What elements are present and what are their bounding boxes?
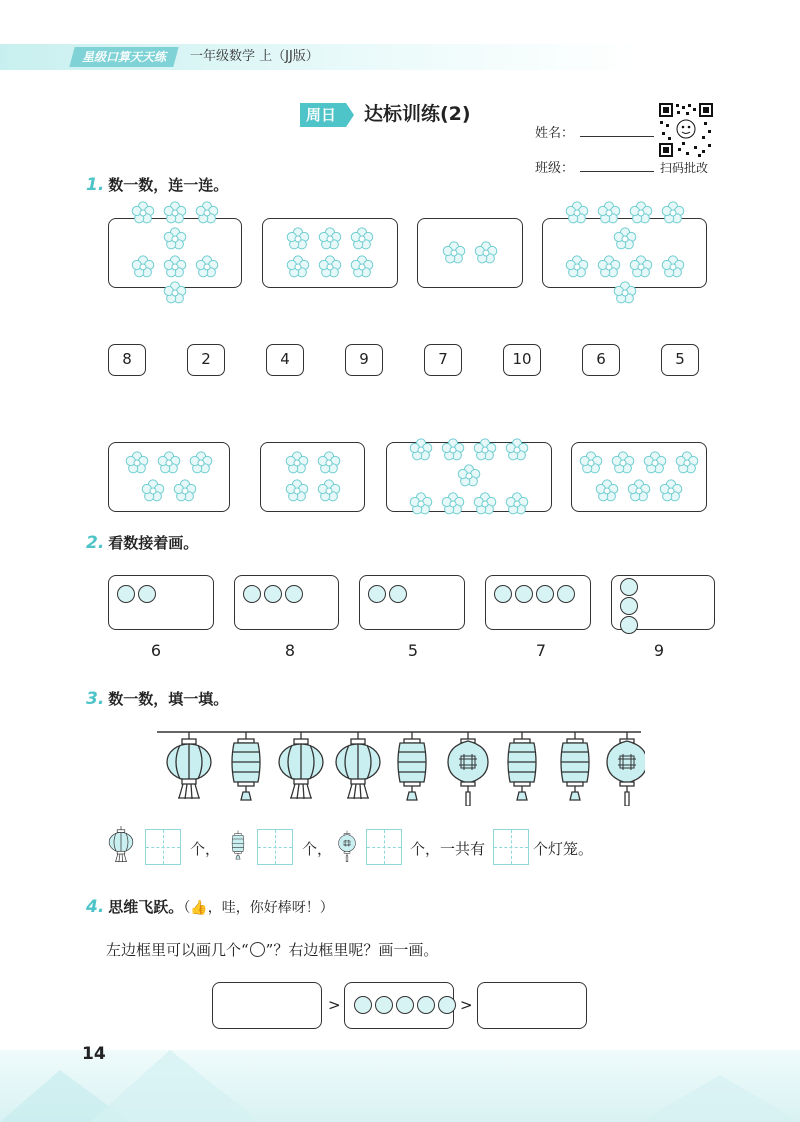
flower-icon: [188, 451, 214, 475]
flower-icon: [316, 479, 342, 503]
drawn-circle: [354, 996, 372, 1014]
flower-icon: [628, 201, 654, 225]
flower-box[interactable]: [417, 218, 523, 288]
flower-icon: [162, 227, 188, 251]
flower-box[interactable]: [386, 442, 552, 512]
knot-lantern: [607, 732, 645, 806]
flower-icon: [440, 438, 466, 462]
drawn-circle: [375, 996, 393, 1014]
name-field[interactable]: [580, 136, 654, 137]
series-tag: 星级口算天天练: [69, 47, 178, 67]
round-lantern: [167, 732, 211, 799]
target-number: 7: [535, 641, 547, 660]
drawn-circle: [620, 597, 638, 615]
flower-icon: [626, 479, 652, 503]
drawn-circle: [264, 585, 282, 603]
target-number: 5: [407, 641, 419, 660]
flower-icon: [660, 255, 686, 279]
flower-icon: [285, 227, 311, 251]
flower-icon: [456, 464, 482, 488]
q1-text: 数一数，连一连。: [108, 176, 229, 194]
left-draw-box[interactable]: [212, 982, 322, 1029]
number-box[interactable]: 6: [582, 344, 620, 376]
q1-title: [86, 174, 228, 195]
drawn-circle: [243, 585, 261, 603]
number-box[interactable]: 4: [266, 344, 304, 376]
qr-caption: 扫码批改: [660, 161, 709, 175]
number-box[interactable]: 10: [503, 344, 541, 376]
greater-than-sign: >: [328, 996, 341, 1014]
lantern-row: [155, 728, 645, 806]
flower-box[interactable]: [108, 442, 230, 512]
number-box[interactable]: 8: [108, 344, 146, 376]
class-field[interactable]: [580, 171, 654, 172]
flower-icon: [612, 227, 638, 251]
flower-icon: [162, 255, 188, 279]
total-text: 个，一共有: [410, 840, 486, 858]
flower-icon: [162, 201, 188, 225]
flower-icon: [441, 241, 467, 265]
flower-icon: [564, 201, 590, 225]
q2-text: 看数接着画。: [108, 534, 199, 552]
round-lantern: [336, 732, 380, 799]
cylinder-lantern: [508, 732, 536, 800]
flower-icon: [658, 479, 684, 503]
flower-icon: [130, 255, 156, 279]
draw-box[interactable]: [359, 575, 465, 630]
drawn-circle: [620, 578, 638, 596]
drawn-circle: [438, 996, 456, 1014]
cylinder-lantern-icon: [225, 826, 251, 868]
drawn-circle: [389, 585, 407, 603]
q3-title: [86, 688, 228, 709]
draw-box[interactable]: [611, 575, 715, 630]
flower-icon: [317, 227, 343, 251]
flower-icon: [504, 438, 530, 462]
flower-icon: [660, 201, 686, 225]
q4-instruction: 左边框里可以画几个“ ”？右边框里呢？画一画。: [106, 941, 439, 959]
cylinder-lantern: [561, 732, 589, 800]
page-title: 达标训练(2): [364, 103, 471, 125]
drawn-circle: [138, 585, 156, 603]
flower-icon: [408, 492, 434, 516]
target-number: 9: [653, 641, 665, 660]
q4-text: 思维飞跃。: [108, 898, 184, 916]
flower-box[interactable]: [542, 218, 707, 288]
number-box[interactable]: 5: [661, 344, 699, 376]
drawn-circle: [396, 996, 414, 1014]
qr-code[interactable]: [658, 102, 714, 158]
praise-text: （👍，哇，你好棒呀！）: [183, 900, 334, 916]
cylinder-lantern: [232, 732, 260, 800]
q4-number: 4.: [86, 897, 105, 917]
flower-icon: [349, 227, 375, 251]
flower-icon: [578, 451, 604, 475]
circle-icon: [250, 942, 265, 957]
flower-icon: [317, 255, 343, 279]
knot-lantern-count-box[interactable]: [366, 829, 402, 865]
knot-lantern: [448, 732, 488, 806]
class-label: 班级：: [535, 161, 575, 176]
drawn-circle: [515, 585, 533, 603]
flower-icon: [194, 201, 220, 225]
flower-icon: [162, 281, 188, 305]
day-badge-label: 周日: [306, 106, 337, 124]
middle-circle-box: [344, 982, 454, 1029]
flower-icon: [130, 201, 156, 225]
unit-text: 个，: [302, 840, 333, 858]
number-box[interactable]: 9: [345, 344, 383, 376]
drawn-circle: [494, 585, 512, 603]
right-draw-box[interactable]: [477, 982, 587, 1029]
round-lantern-icon: [104, 826, 138, 868]
drawn-circle: [417, 996, 435, 1014]
knot-lantern-icon: [334, 826, 360, 868]
q1-number: 1.: [86, 175, 105, 195]
number-box[interactable]: 7: [424, 344, 462, 376]
q4-title: [86, 896, 334, 917]
flower-box[interactable]: [108, 218, 242, 288]
q2-title: [86, 532, 198, 553]
flower-icon: [596, 255, 622, 279]
flower-icon: [316, 451, 342, 475]
flower-icon: [472, 438, 498, 462]
flower-icon: [472, 492, 498, 516]
flower-icon: [124, 451, 150, 475]
flower-icon: [473, 241, 499, 265]
flower-icon: [285, 255, 311, 279]
flower-icon: [504, 492, 530, 516]
drawn-circle: [368, 585, 386, 603]
cylinder-lantern: [398, 732, 426, 800]
unit-text: 个，: [190, 840, 221, 858]
drawn-circle: [557, 585, 575, 603]
q3-text: 数一数，填一填。: [108, 690, 229, 708]
flower-icon: [610, 451, 636, 475]
drawn-circle: [285, 585, 303, 603]
round-lantern: [279, 732, 323, 799]
round-lantern-count-box[interactable]: [145, 829, 181, 865]
flower-icon: [628, 255, 654, 279]
footer-mountains: [0, 1040, 800, 1122]
total-count-box[interactable]: [493, 829, 529, 865]
q2-number: 2.: [86, 533, 105, 553]
flower-icon: [596, 201, 622, 225]
flower-icon: [564, 255, 590, 279]
q3-number: 3.: [86, 689, 105, 709]
flower-icon: [156, 451, 182, 475]
flower-box[interactable]: [260, 442, 365, 512]
end-text: 个灯笼。: [533, 840, 594, 858]
number-box[interactable]: 2: [187, 344, 225, 376]
drawn-circle: [620, 616, 638, 634]
draw-box[interactable]: [234, 575, 339, 630]
flower-box[interactable]: [571, 442, 707, 512]
target-number: 6: [150, 641, 162, 660]
flower-icon: [594, 479, 620, 503]
flower-icon: [284, 479, 310, 503]
book-title: 一年级数学 上（JJ版）: [190, 49, 319, 64]
flower-icon: [674, 451, 700, 475]
draw-box[interactable]: [108, 575, 214, 630]
target-number: 8: [284, 641, 296, 660]
name-label: 姓名：: [535, 126, 575, 141]
greater-than-sign: >: [460, 996, 473, 1014]
page-number: 14: [82, 1044, 106, 1064]
draw-box[interactable]: [485, 575, 591, 630]
flower-icon: [642, 451, 668, 475]
flower-box[interactable]: [262, 218, 398, 288]
flower-icon: [349, 255, 375, 279]
flower-icon: [172, 479, 198, 503]
drawn-circle: [536, 585, 554, 603]
flower-icon: [440, 492, 466, 516]
cylinder-lantern-count-box[interactable]: [257, 829, 293, 865]
flower-icon: [612, 281, 638, 305]
flower-icon: [408, 438, 434, 462]
flower-icon: [194, 255, 220, 279]
drawn-circle: [117, 585, 135, 603]
flower-icon: [284, 451, 310, 475]
flower-icon: [140, 479, 166, 503]
